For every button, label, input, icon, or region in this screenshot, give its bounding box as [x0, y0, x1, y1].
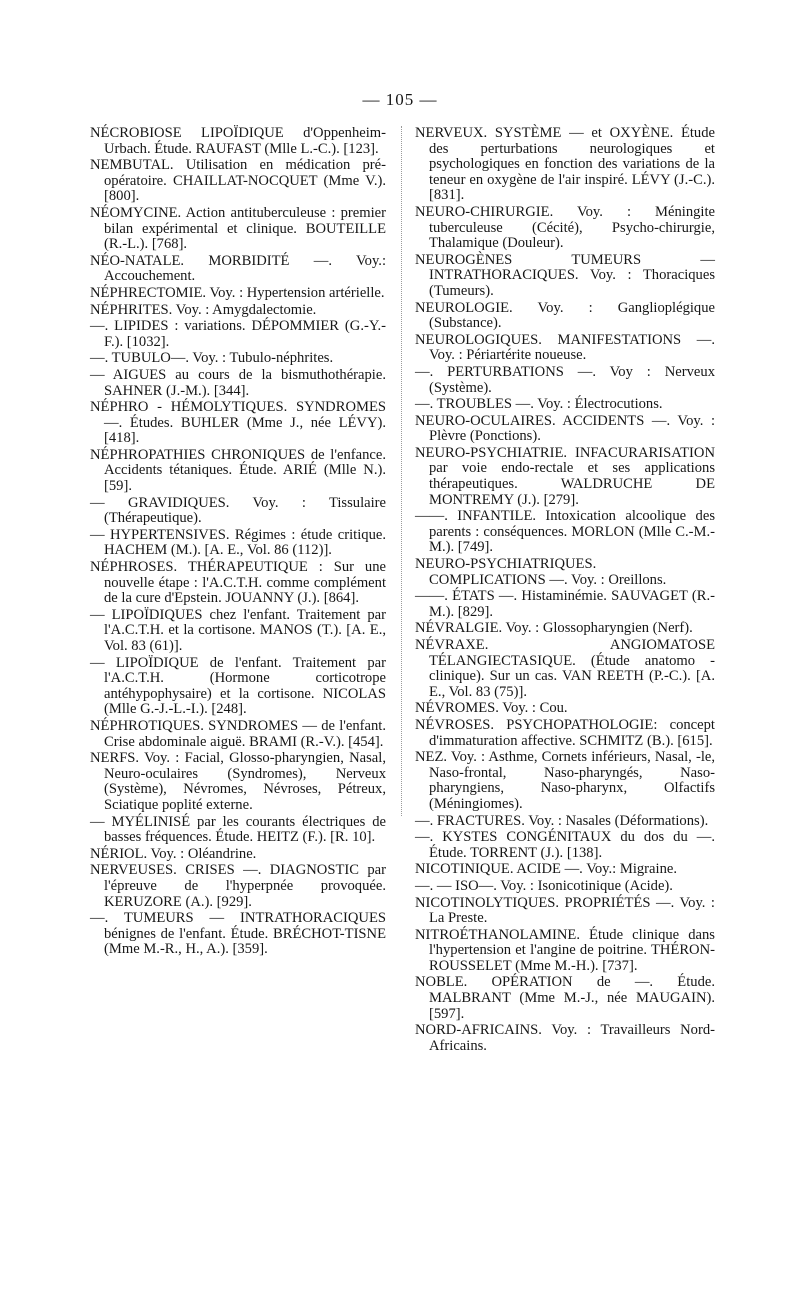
index-entry: ——. ÉTATS —. Histaminémie. SAUVAGET (R.-M.). [829]. [415, 588, 715, 620]
index-entry: —. TUBULO—. Voy. : Tubulo-néphrites. [90, 350, 334, 367]
index-entry: NEURO-PSYCHIATRIE. INFACURARISATION par voie endo-rectale et ses applications thérapeutiques. WALDRUCHE DE MONTREMY (J.). [279]. [415, 444, 715, 508]
index-entry: NÉO-NATALE. MORBIDITÉ —. Voy.: Accouchement. [90, 252, 386, 285]
index-entry: NICOTINIQUE. ACIDE —. Voy.: Migraine. [415, 861, 677, 878]
index-entry: NEURO-OCULAIRES. ACCIDENTS —. Voy. : Plèvre (Ponctions). [415, 412, 715, 445]
index-entry: NEUROLOGIQUES. MANIFESTATIONS —. Voy. : Périartérite noueuse. [415, 331, 715, 364]
index-entry: NERFS. Voy. : Facial, Glosso-pharyngien, Nasal, Neuro-oculaires (Syndromes), Nerveux (Système), Névromes, Névroses, Pétreux, Sciatique poplité externe. [90, 750, 386, 813]
index-entry: NEURO-PSYCHIATRIQUES. COMPLICATIONS —. Voy. : Oreillons. [415, 556, 667, 588]
index-entry: NÉVROMES. Voy. : Cou. [415, 700, 568, 717]
index-entry: —. PERTURBATIONS —. Voy : Nerveux (Système). [415, 363, 715, 396]
index-entry: —. LIPIDES : variations. DÉPOMMIER (G.-Y.-F.). [1032]. [90, 318, 386, 350]
index-entry: NÉPHRO - HÉMOLYTIQUES. SYNDROMES —. Études. BUHLER (Mme J., née LÉVY). [418]. [90, 399, 386, 447]
index-entry: NÉPHROTIQUES. SYNDROMES — de l'enfant. Crise abdominale aiguë. BRAMI (R.-V.). [454]. [90, 717, 386, 750]
index-entry: NÉOMYCINE. Action antituberculeuse : premier bilan expérimental et clinique. BOUTEILLE (R.-L.). [768]. [90, 204, 386, 253]
index-entry: NERVEUX. SYSTÈME — et OXYÈNE. Étude des perturbations neurologiques et psychologiques en fonction des variations de la teneur en oxygène de l'air inspiré. LÉVY (J.-C.). [831]. [415, 125, 715, 204]
index-entry: NÉVRAXE. ANGIOMATOSE TÉLANGIECTASIQUE. (Étude anatomo - clinique). Sur un cas. VAN REETH (P.-C.). [A. E., Vol. 83 (75)]. [415, 637, 715, 700]
index-entry: NÉCROBIOSE LIPOÏDIQUE d'Oppenheim-Urbach. Étude. RAUFAST (Mlle L.-C.). [123]. [90, 125, 386, 157]
index-entry: —. KYSTES CONGÉNITAUX du dos du —. Étude. TORRENT (J.). [138]. [415, 829, 715, 861]
page-number: — 105 — [362, 90, 438, 109]
index-entry: — MYÉLINISÉ par les courants électriques de basses fréquences. Étude. HEITZ (F.). [R. 10]. [90, 813, 386, 846]
index-entry: NICOTINOLYTIQUES. PROPRIÉTÉS —. Voy. : La Preste. [415, 894, 715, 927]
index-entry: — HYPERTENSIVES. Régimes : étude critique. HACHEM (M.). [A. E., Vol. 86 (112)]. [90, 526, 386, 559]
index-entry: —. TROUBLES —. Voy. : Électrocutions. [415, 396, 663, 413]
index-entry: NITROÉTHANOLAMINE. Étude clinique dans l'hypertension et l'angine de poitrine. THÉRON-ROUSSELET (Mme M.-H.). [737]. [415, 926, 715, 974]
index-entry: NÉPHRITES. Voy. : Amygdalectomie. [90, 301, 317, 318]
index-entry: NÉVROSES. PSYCHOPATHOLOGIE: concept d'immaturation affective. SCHMITZ (B.). [615]. [415, 716, 715, 749]
index-entry: NEMBUTAL. Utilisation en médication pré-opératoire. CHAILLAT-NOCQUET (Mme V.). [800]. [90, 157, 386, 205]
index-entry: NEZ. Voy. : Asthme, Cornets inférieurs, Nasal, -le, Naso-frontal, Naso-pharyngés, Naso-pharyngiens, Naso-pharynx, Olfactifs (Méningiomes). [415, 749, 715, 812]
index-entry: NEURO-CHIRURGIE. Voy. : Méningite tuberculeuse (Cécité), Psycho-chirurgie, Thalamique (Douleur). [415, 203, 715, 252]
index-entry: —. TUMEURS — INTRATHORACIQUES bénignes de l'enfant. Étude. BRÉCHOT-TISNE (Mme M.-R., H., A.). [359]. [90, 910, 386, 958]
index-entry: NÉPHROPATHIES CHRONIQUES de l'enfance. Accidents tétaniques. Étude. ARIÉ (Mlle N.). [59]. [90, 446, 386, 495]
index-entry: —. — ISO—. Voy. : Isonicotinique (Acide). [415, 877, 673, 894]
index-entry: — GRAVIDIQUES. Voy. : Tissulaire (Thérapeutique). [90, 494, 386, 527]
right-column [415, 126, 715, 1055]
column-divider [401, 126, 402, 816]
index-entry: NERVEUSES. CRISES —. DIAGNOSTIC par l'épreuve de l'hyperpnée provoquée. KERUZORE (A.). [929]. [90, 862, 386, 910]
index-entry: NÉVRALGIE. Voy. : Glossopharyngien (Nerf). [415, 620, 693, 637]
index-entry: NORD-AFRICAINS. Voy. : Travailleurs Nord-Africains. [415, 1022, 715, 1054]
index-entry: — LIPOÏDIQUE de l'enfant. Traitement par l'A.C.T.H. (Hormone corticotrope antéhypophysaire) et la cortisone. NICOLAS (Mlle G.-J.-L.-I.). [248]. [90, 654, 386, 718]
index-entry: — LIPOÏDIQUES chez l'enfant. Traitement par l'A.C.T.H. et la cortisone. MANOS (T.). [A. E., Vol. 83 (61)]. [90, 606, 386, 654]
index-entry: NEUROGÈNES TUMEURS — INTRATHORACIQUES. Voy. : Thoraciques (Tumeurs). [415, 251, 715, 299]
index-entry: ——. INFANTILE. Intoxication alcoolique des parents : conséquences. MORLON (Mlle C.-M.-M.). [749]. [415, 508, 715, 556]
index-entry: NEUROLOGIE. Voy. : Ganglioplégique (Substance). [415, 299, 715, 332]
index-entry: — AIGUES au cours de la bismuthothérapie. SAHNER (J.-M.). [344]. [90, 366, 386, 399]
index-entry: NÉPHROSES. THÉRAPEUTIQUE : Sur une nouvelle étape : l'A.C.T.H. comme complément de la cure d'Epstein. JOUANNY (J.). [864]. [90, 559, 386, 607]
index-entry: —. FRACTURES. Voy. : Nasales (Déformations). [415, 812, 709, 829]
index-entry: NÉRIOL. Voy. : Oléandrine. [90, 845, 257, 862]
left-column [90, 126, 386, 959]
index-entry: NÉPHRECTOMIE. Voy. : Hypertension artérielle. [90, 284, 385, 301]
index-entry: NOBLE. OPÉRATION de —. Étude. MALBRANT (Mme M.-J., née MAUGAIN). [597]. [415, 974, 715, 1022]
